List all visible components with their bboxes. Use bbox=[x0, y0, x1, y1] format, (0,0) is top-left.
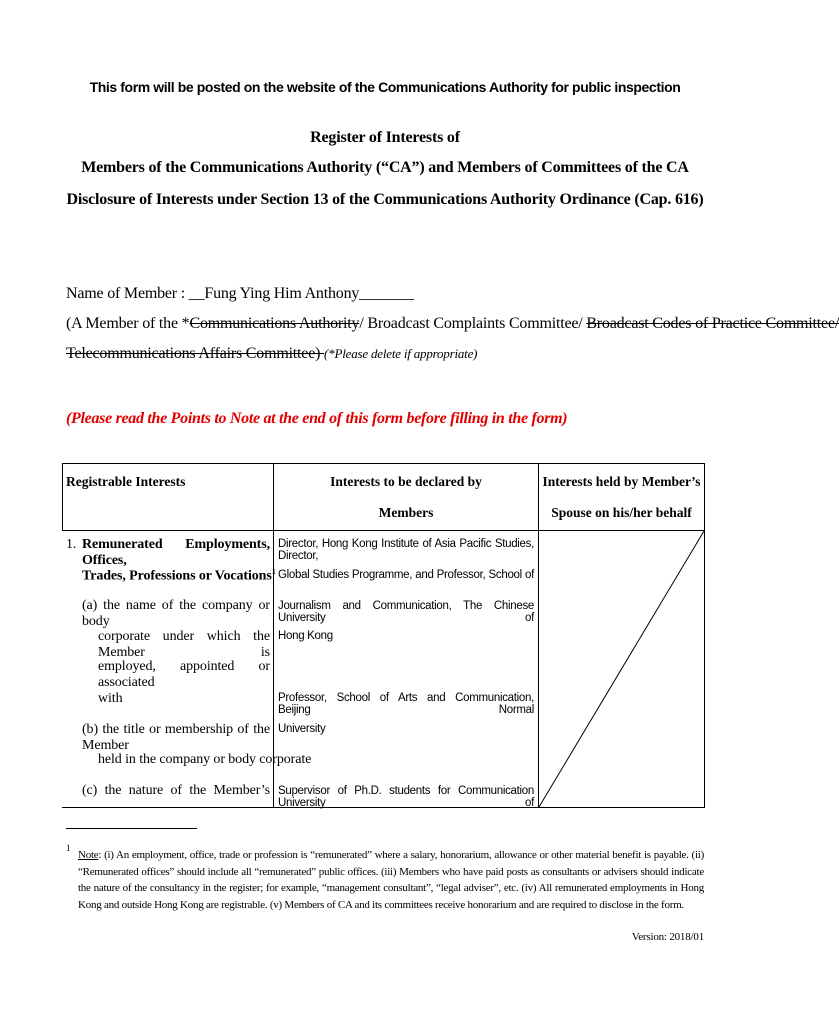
header-spouse-line1: Interests held by Member’s bbox=[542, 474, 701, 489]
row-number: 1. bbox=[66, 537, 77, 552]
row-heading-line1: Remunerated Employments, Offices, bbox=[82, 537, 270, 568]
member-committee-line-2 bbox=[66, 345, 477, 363]
declared-line-5: Professor, School of Arts and Communication, Beijing Normal bbox=[278, 692, 534, 716]
public-inspection-notice: This form will be posted on the website of the Communications Authority for public inspection bbox=[89, 79, 681, 95]
struck-telecom-committee: Telecommunications Affairs Committee) bbox=[66, 345, 325, 362]
member-name-line: Name of Member : __Fung Ying Him Anthony_______ bbox=[66, 285, 414, 302]
declared-line-2: Global Studies Programme, and Professor, School of bbox=[278, 569, 534, 581]
read-points-note: (Please read the Points to Note at the end of this form before filling in the form) bbox=[66, 410, 568, 427]
declared-line-4: Hong Kong bbox=[278, 630, 333, 642]
diagonal-line bbox=[539, 531, 704, 807]
struck-communications-authority: Communications Authority bbox=[189, 315, 360, 332]
item-c-line1: (c) the nature of the Member’s bbox=[82, 783, 270, 798]
footnote-text bbox=[78, 847, 704, 913]
table-left-border bbox=[62, 463, 63, 531]
header-spouse-line2: Spouse on his/her behalf bbox=[551, 505, 692, 520]
footnote-ref: 1 bbox=[271, 567, 276, 576]
declared-line-3: Journalism and Communication, The Chinese University of bbox=[278, 600, 534, 624]
item-a-line2: corporate under which the Member is bbox=[98, 629, 270, 660]
footnote-note-label: Note bbox=[78, 849, 99, 861]
item-a-line1: (a) the name of the company or body bbox=[82, 598, 270, 629]
spouse-not-applicable-slash bbox=[539, 531, 704, 807]
footnote-body: : (i) An employment, office, trade or profession is “remunerated” where a salary, honorarium, allowance or other material benefit is payable. (ii) “Remunerated offices” should include all “remunerated” public offices. (iii) Members who have paid posts as consultants or advisers should indicate the nature of the consultancy in the register; for example, “management consultant”, “legal adviser”, etc. (iv) All remunerated employments in Hong Kong and outside Hong Kong are registrable. (v) Members of CA and its committees receive honorarium and are required to disclose in the form. bbox=[78, 849, 704, 911]
footnote-rule bbox=[66, 828, 197, 829]
title-members: Members of the Communications Authority (“CA”) and Members of Committees of the CA bbox=[81, 159, 689, 176]
struck-codes-committee: Broadcast Codes of Practice Committee/ bbox=[586, 315, 839, 332]
declared-line-6: University bbox=[278, 723, 326, 735]
table-top-border bbox=[62, 463, 705, 464]
title-disclosure: Disclosure of Interests under Section 13 of the Communications Authority Ordinance (Cap. 616) bbox=[66, 191, 704, 208]
item-b-line1: (b) the title or membership of the Member bbox=[82, 722, 270, 753]
broadcast-complaints-committee: / Broadcast Complaints Committee/ bbox=[359, 315, 587, 332]
declared-line-1: Director, Hong Kong Institute of Asia Pacific Studies, Director, bbox=[278, 538, 534, 562]
header-declared-line1: Interests to be declared by bbox=[330, 474, 482, 489]
row-heading-line2 bbox=[82, 567, 276, 585]
title-register: Register of Interests of bbox=[310, 129, 460, 146]
table-right-border bbox=[704, 463, 705, 808]
item-b-line2: held in the company or body corporate bbox=[98, 752, 312, 767]
committee-prefix: (A Member of the * bbox=[66, 315, 190, 332]
item-a-line4: with bbox=[98, 691, 123, 706]
item-a-line3: employed, appointed or associated bbox=[98, 659, 270, 690]
footnote-number: 1 bbox=[66, 843, 71, 853]
delete-note: (*Please delete if appropriate) bbox=[324, 346, 478, 361]
header-declared-line2: Members bbox=[378, 505, 434, 520]
declared-line-7: Supervisor of Ph.D. students for Communication University of bbox=[278, 785, 534, 809]
header-registrable-interests: Registrable Interests bbox=[66, 474, 186, 489]
member-committee-line bbox=[66, 315, 839, 333]
version-label: Version: 2018/01 bbox=[631, 931, 704, 943]
row-heading-text: Trades, Professions or Vocations bbox=[82, 568, 272, 584]
